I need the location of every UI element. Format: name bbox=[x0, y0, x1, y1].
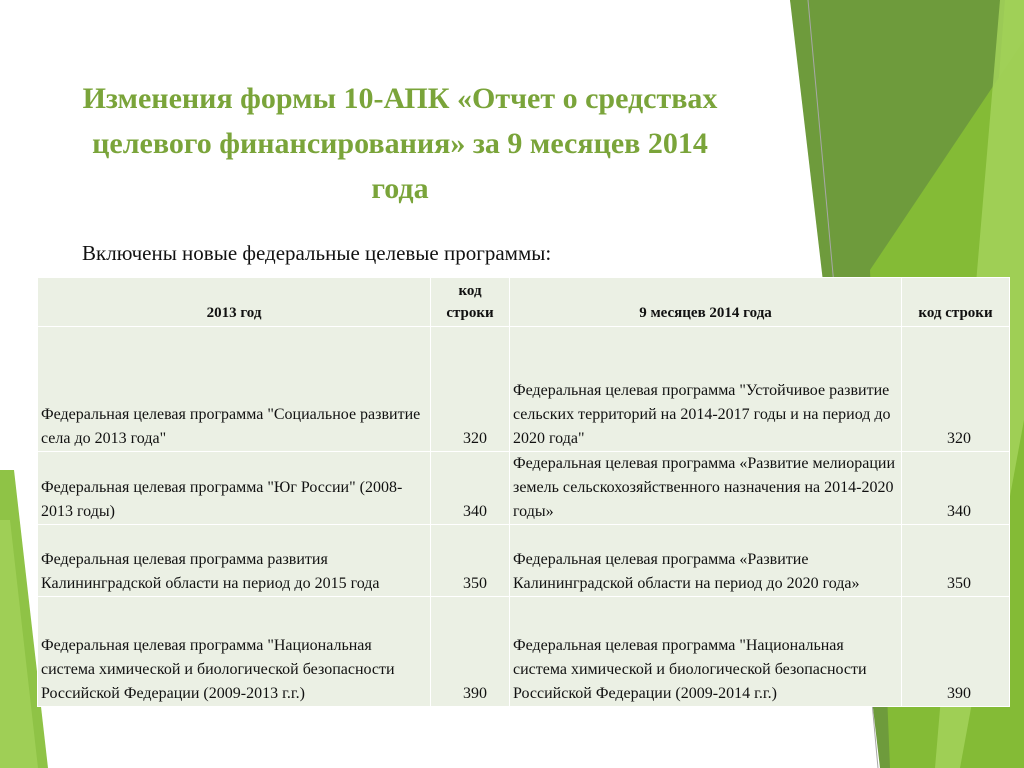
program-2014: Федеральная целевая программа «Развитие Калининградской области на период до 2020 года» bbox=[510, 525, 902, 597]
code-2014: 350 bbox=[902, 525, 1010, 597]
program-2013: Федеральная целевая программа "Национальная система химической и биологической безопасности Российской Федерации (2009-2013 г.г.) bbox=[38, 597, 431, 707]
code-2014: 390 bbox=[902, 597, 1010, 707]
code-2013: 320 bbox=[431, 327, 510, 452]
programs-table bbox=[37, 277, 1010, 707]
slide-title: Изменения формы 10-АПК «Отчет о средствах целевого финансирования» за 9 месяцев 2014 года bbox=[82, 82, 718, 205]
table-header-row bbox=[38, 278, 1010, 327]
program-2013: Федеральная целевая программа развития Калининградской области на период до 2015 года bbox=[38, 525, 431, 597]
program-2014: Федеральная целевая программа "Национальная система химической и биологической безопасности Российской Федерации (2009-2014 г.г.) bbox=[510, 597, 902, 707]
header-9-months-2014: 9 месяцев 2014 года bbox=[510, 278, 902, 327]
table-row bbox=[38, 452, 1010, 525]
table-row bbox=[38, 525, 1010, 597]
code-2013: 340 bbox=[431, 452, 510, 525]
header-code-2: код строки bbox=[902, 278, 1010, 327]
program-2013: Федеральная целевая программа "Юг России" (2008-2013 годы) bbox=[38, 452, 431, 525]
program-2014: Федеральная целевая программа "Устойчивое развитие сельских территорий на 2014-2017 годы и на период до 2020 года" bbox=[510, 327, 902, 452]
header-2013: 2013 год bbox=[38, 278, 431, 327]
code-2013: 390 bbox=[431, 597, 510, 707]
table-row bbox=[38, 327, 1010, 452]
slide-subtitle: Включены новые федеральные целевые программы: bbox=[82, 241, 552, 265]
code-2014: 320 bbox=[902, 327, 1010, 452]
program-2013: Федеральная целевая программа "Социальное развитие села до 2013 года" bbox=[38, 327, 431, 452]
code-2014: 340 bbox=[902, 452, 1010, 525]
table-row bbox=[38, 597, 1010, 707]
header-code-1: код строки bbox=[431, 278, 510, 327]
code-2013: 350 bbox=[431, 525, 510, 597]
program-2014: Федеральная целевая программа «Развитие мелиорации земель сельскохозяйственного назначения на 2014-2020 годы» bbox=[510, 452, 902, 525]
